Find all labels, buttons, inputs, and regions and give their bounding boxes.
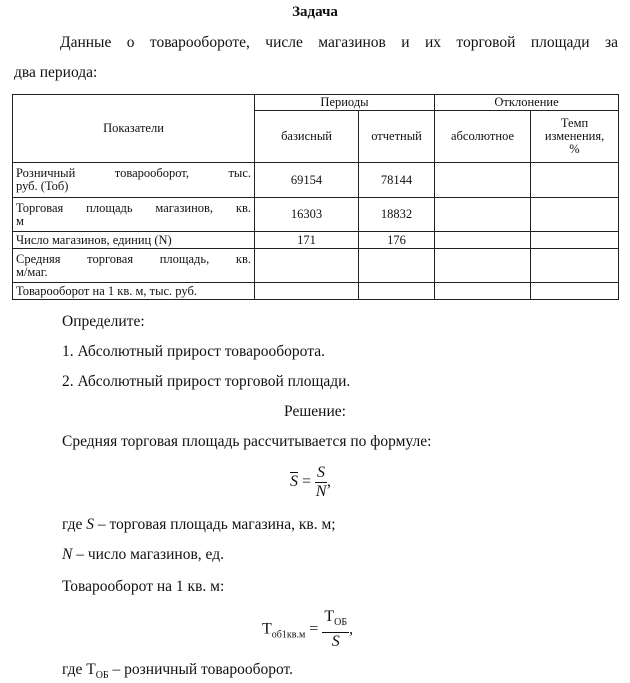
table-row	[13, 283, 619, 300]
table-row	[13, 198, 619, 232]
cell-report	[359, 249, 435, 283]
question-2: 2. Абсолютный прирост торговой площади.	[62, 373, 351, 390]
question-1: 1. Абсолютный прирост товарооборота.	[62, 343, 325, 360]
cell-base	[255, 249, 359, 283]
where-s-line: где S – торговая площадь магазина, кв. м;	[62, 516, 336, 533]
cell-absolute	[435, 283, 531, 300]
formula-tail: ,	[327, 473, 332, 491]
cell-base: 16303	[255, 198, 359, 232]
cell-absolute	[435, 232, 531, 249]
intro-line-2: два периода:	[14, 64, 98, 81]
row-label: Средняя торговая площадь, кв. м/маг.	[13, 249, 255, 283]
header-rate	[531, 111, 619, 163]
avg-area-text: Средняя торговая площадь рассчитывается по формуле:	[62, 433, 432, 450]
page-title: Задача	[292, 4, 338, 20]
cell-rate	[531, 232, 619, 249]
header-base: базисный	[255, 111, 359, 163]
formula2-denominator: S	[331, 633, 340, 651]
where-n-line: N – число магазинов, ед.	[62, 546, 224, 563]
cell-absolute	[435, 249, 531, 283]
header-rate-line3: %	[569, 142, 580, 156]
header-periods: Периоды	[255, 95, 435, 111]
row-label: Розничный товарооборот, тыс. руб. (Тоб)	[13, 163, 255, 198]
cell-base: 171	[255, 232, 359, 249]
header-rate-line1: Темп	[560, 116, 589, 130]
cell-absolute	[435, 198, 531, 232]
formula2-lhs-sub: об1кв.м	[271, 629, 306, 641]
data-table	[12, 94, 619, 300]
formula-numerator: S	[317, 464, 326, 481]
header-absolute: абсолютное	[435, 111, 531, 163]
cell-base	[255, 283, 359, 300]
formula-turnover-per-sqm: $Т_{об1кв.м}$ = $\frac{Т_{ОБ}}{S}$ ,	[262, 608, 354, 651]
solution-heading: Решение:	[284, 403, 346, 420]
formula-average-area: $\overline{S}$ = $\frac{S}{N}$ ,	[290, 464, 332, 500]
where-t-line: где $Т_{ОБ}$ – розничный товарооборот.	[62, 661, 294, 682]
intro-line-1: Данные о товарообороте, числе магазинов и их торговой площади за	[60, 34, 618, 51]
header-report: отчетный	[359, 111, 435, 163]
formula-fraction	[315, 464, 327, 501]
cell-report: 18832	[359, 198, 435, 232]
formula2-fraction	[322, 608, 349, 651]
formula2-lhs: Т	[262, 620, 272, 638]
row-label: Торговая площадь магазинов, кв. м	[13, 198, 255, 232]
cell-report	[359, 283, 435, 300]
determine-label: Определите:	[62, 313, 145, 330]
cell-rate	[531, 283, 619, 300]
row-label: Товарооборот на 1 кв. м, тыс. руб.	[13, 283, 255, 300]
table-row	[13, 232, 619, 249]
cell-rate	[531, 163, 619, 198]
turnover-text: Товарооборот на 1 кв. м:	[62, 578, 225, 595]
table-row	[13, 249, 619, 283]
intro-paragraph	[14, 28, 618, 88]
formula2-numerator: $Т_{ОБ}$	[322, 608, 349, 633]
header-indicators: Показатели	[13, 95, 255, 163]
formula-lhs: $\overline{S}$	[290, 473, 298, 491]
cell-report: 78144	[359, 163, 435, 198]
formula-denominator: N	[315, 483, 327, 500]
formula2-tail: ,	[349, 620, 354, 638]
cell-report: 176	[359, 232, 435, 249]
cell-base: 69154	[255, 163, 359, 198]
row-label: Число магазинов, единиц (N)	[13, 232, 255, 249]
header-rate-line2: изменения,	[544, 129, 605, 143]
header-deviation: Отклонение	[435, 95, 619, 111]
cell-absolute	[435, 163, 531, 198]
cell-rate	[531, 198, 619, 232]
table-row	[13, 163, 619, 198]
cell-rate	[531, 249, 619, 283]
